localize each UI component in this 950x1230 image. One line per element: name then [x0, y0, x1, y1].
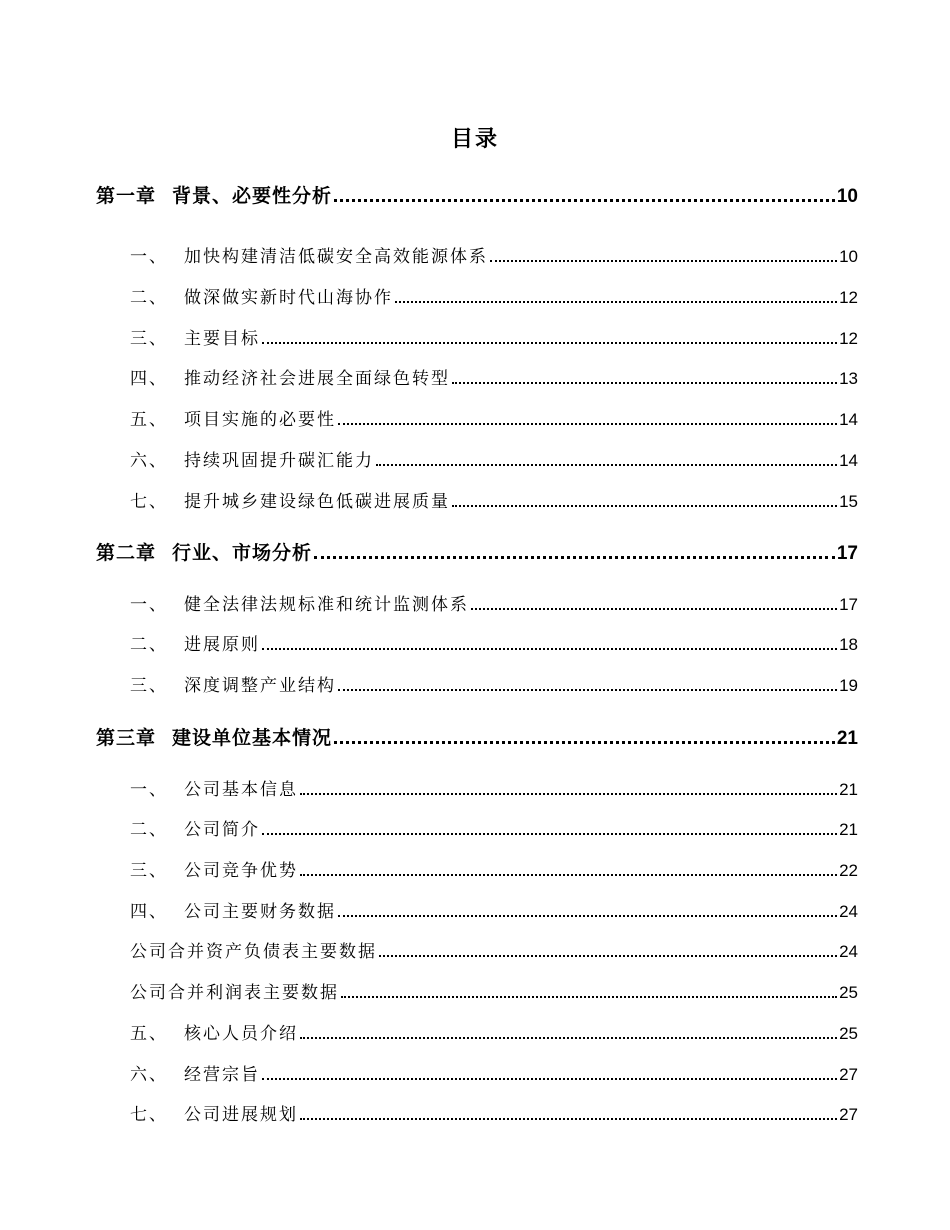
toc-section-entry[interactable] — [130, 1021, 858, 1047]
dot-leader — [300, 793, 837, 795]
toc-entry-page-number: 21 — [836, 728, 858, 749]
toc-entry-label: 背景、必要性分析 — [172, 185, 333, 207]
toc-entry-number: 五、 — [130, 410, 168, 430]
toc-section-entry[interactable] — [130, 326, 858, 352]
toc-entry-page-number: 12 — [839, 288, 858, 307]
toc-entry-label: 做深做实新时代山海协作 — [184, 288, 393, 308]
toc-entry-number: 第三章 — [96, 727, 157, 749]
toc-entry-page-number: 21 — [839, 780, 858, 799]
toc-entry-page-number: 10 — [836, 186, 858, 207]
toc-entry-page-number: 19 — [839, 676, 858, 695]
dot-leader — [341, 996, 837, 998]
toc-entry-label: 经营宗旨 — [184, 1065, 260, 1085]
toc-entry-label: 公司进展规划 — [184, 1105, 298, 1125]
toc-entry-label: 项目实施的必要性 — [184, 410, 336, 430]
toc-entry-page-number: 14 — [839, 410, 858, 429]
dot-leader — [452, 505, 837, 507]
toc-entry-number: 七、 — [130, 492, 168, 512]
toc-entry-label: 公司简介 — [184, 820, 260, 840]
toc-entry-label: 推动经济社会进展全面绿色转型 — [184, 369, 450, 389]
toc-entry-page-number: 18 — [839, 635, 858, 654]
toc-entry-number: 三、 — [130, 329, 168, 349]
toc-section-entry[interactable] — [130, 632, 858, 658]
toc-entry-page-number: 10 — [839, 247, 858, 266]
dot-leader — [300, 1118, 837, 1120]
toc-section-entry[interactable] — [130, 673, 858, 699]
toc-chapter-entry[interactable] — [96, 181, 858, 211]
toc-entry-label: 公司合并资产负债表主要数据 — [130, 942, 377, 962]
toc-entry-label: 公司竞争优势 — [184, 861, 298, 881]
toc-entry-label: 核心人员介绍 — [184, 1024, 298, 1044]
dot-leader — [300, 874, 837, 876]
toc-entry-page-number: 27 — [839, 1065, 858, 1084]
toc-section-entry[interactable] — [130, 777, 858, 803]
toc-section-entry[interactable] — [130, 980, 858, 1006]
toc-entry-page-number: 25 — [839, 1024, 858, 1043]
toc-entry-page-number: 14 — [839, 451, 858, 470]
dot-leader — [262, 833, 837, 835]
dot-leader — [314, 556, 835, 559]
toc-entry-label: 公司合并利润表主要数据 — [130, 983, 339, 1003]
toc-entry-page-number: 22 — [839, 861, 858, 880]
toc-chapter-entry[interactable] — [96, 723, 858, 753]
toc-entry-number: 第一章 — [96, 185, 157, 207]
toc-chapter-entry[interactable] — [96, 538, 858, 568]
toc-section-entry[interactable] — [130, 858, 858, 884]
toc-entry-page-number: 24 — [839, 902, 858, 921]
toc-section-entry[interactable] — [130, 592, 858, 618]
dot-leader — [262, 648, 837, 650]
toc-entry-page-number: 27 — [839, 1105, 858, 1124]
toc-section-entry[interactable] — [130, 1102, 858, 1128]
toc-entry-number: 一、 — [130, 247, 168, 267]
toc-section-entry[interactable] — [130, 448, 858, 474]
toc-entry-number: 四、 — [130, 902, 168, 922]
dot-leader — [379, 955, 837, 957]
toc-entry-number: 二、 — [130, 288, 168, 308]
toc-entry-page-number: 13 — [839, 369, 858, 388]
toc-section-entry[interactable] — [130, 285, 858, 311]
dot-leader — [334, 199, 835, 202]
dot-leader — [376, 464, 837, 466]
toc-entry-label: 行业、市场分析 — [172, 542, 313, 564]
toc-entry-number: 五、 — [130, 1024, 168, 1044]
toc-entry-number: 三、 — [130, 861, 168, 881]
toc-entry-label: 公司主要财务数据 — [184, 902, 336, 922]
toc-entry-label: 主要目标 — [184, 329, 260, 349]
dot-leader — [452, 382, 837, 384]
dot-leader — [300, 1037, 837, 1039]
dot-leader — [338, 689, 837, 691]
toc-entry-number: 六、 — [130, 1065, 168, 1085]
toc-entry-label: 持续巩固提升碳汇能力 — [184, 451, 374, 471]
toc-entry-page-number: 24 — [839, 942, 858, 961]
toc-entry-number: 一、 — [130, 595, 168, 615]
toc-section-entry[interactable] — [130, 939, 858, 965]
toc-section-entry[interactable] — [130, 407, 858, 433]
toc-section-entry[interactable] — [130, 244, 858, 270]
toc-entry-page-number: 21 — [839, 820, 858, 839]
toc-entry-page-number: 15 — [839, 492, 858, 511]
toc-entry-number: 第二章 — [96, 542, 157, 564]
dot-leader — [334, 741, 835, 744]
toc-entry-label: 提升城乡建设绿色低碳进展质量 — [184, 492, 450, 512]
toc-entry-number: 一、 — [130, 780, 168, 800]
toc-section-entry[interactable] — [130, 817, 858, 843]
toc-entry-page-number: 25 — [839, 983, 858, 1002]
toc-entry-label: 健全法律法规标准和统计监测体系 — [184, 595, 469, 615]
toc-entry-number: 七、 — [130, 1105, 168, 1125]
dot-leader — [338, 423, 837, 425]
toc-entry-label: 加快构建清洁低碳安全高效能源体系 — [184, 247, 488, 267]
toc-title: 目录 — [450, 127, 499, 152]
toc-entry-label: 建设单位基本情况 — [172, 727, 333, 749]
toc-section-entry[interactable] — [130, 1062, 858, 1088]
dot-leader — [262, 342, 837, 344]
dot-leader — [262, 1078, 837, 1080]
toc-section-entry[interactable] — [130, 489, 858, 515]
toc-entry-page-number: 17 — [839, 595, 858, 614]
toc-entry-number: 四、 — [130, 369, 168, 389]
dot-leader — [395, 301, 837, 303]
toc-entry-label: 深度调整产业结构 — [184, 676, 336, 696]
toc-section-entry[interactable] — [130, 899, 858, 925]
dot-leader — [471, 608, 837, 610]
toc-entry-page-number: 17 — [836, 543, 858, 564]
dot-leader — [338, 915, 837, 917]
toc-entry-number: 三、 — [130, 676, 168, 696]
toc-entry-number: 六、 — [130, 451, 168, 471]
toc-section-entry[interactable] — [130, 366, 858, 392]
toc-entry-number: 二、 — [130, 820, 168, 840]
toc-entry-label: 进展原则 — [184, 635, 260, 655]
dot-leader — [490, 260, 837, 262]
toc-entry-page-number: 12 — [839, 329, 858, 348]
toc-entry-label: 公司基本信息 — [184, 780, 298, 800]
toc-entry-number: 二、 — [130, 635, 168, 655]
